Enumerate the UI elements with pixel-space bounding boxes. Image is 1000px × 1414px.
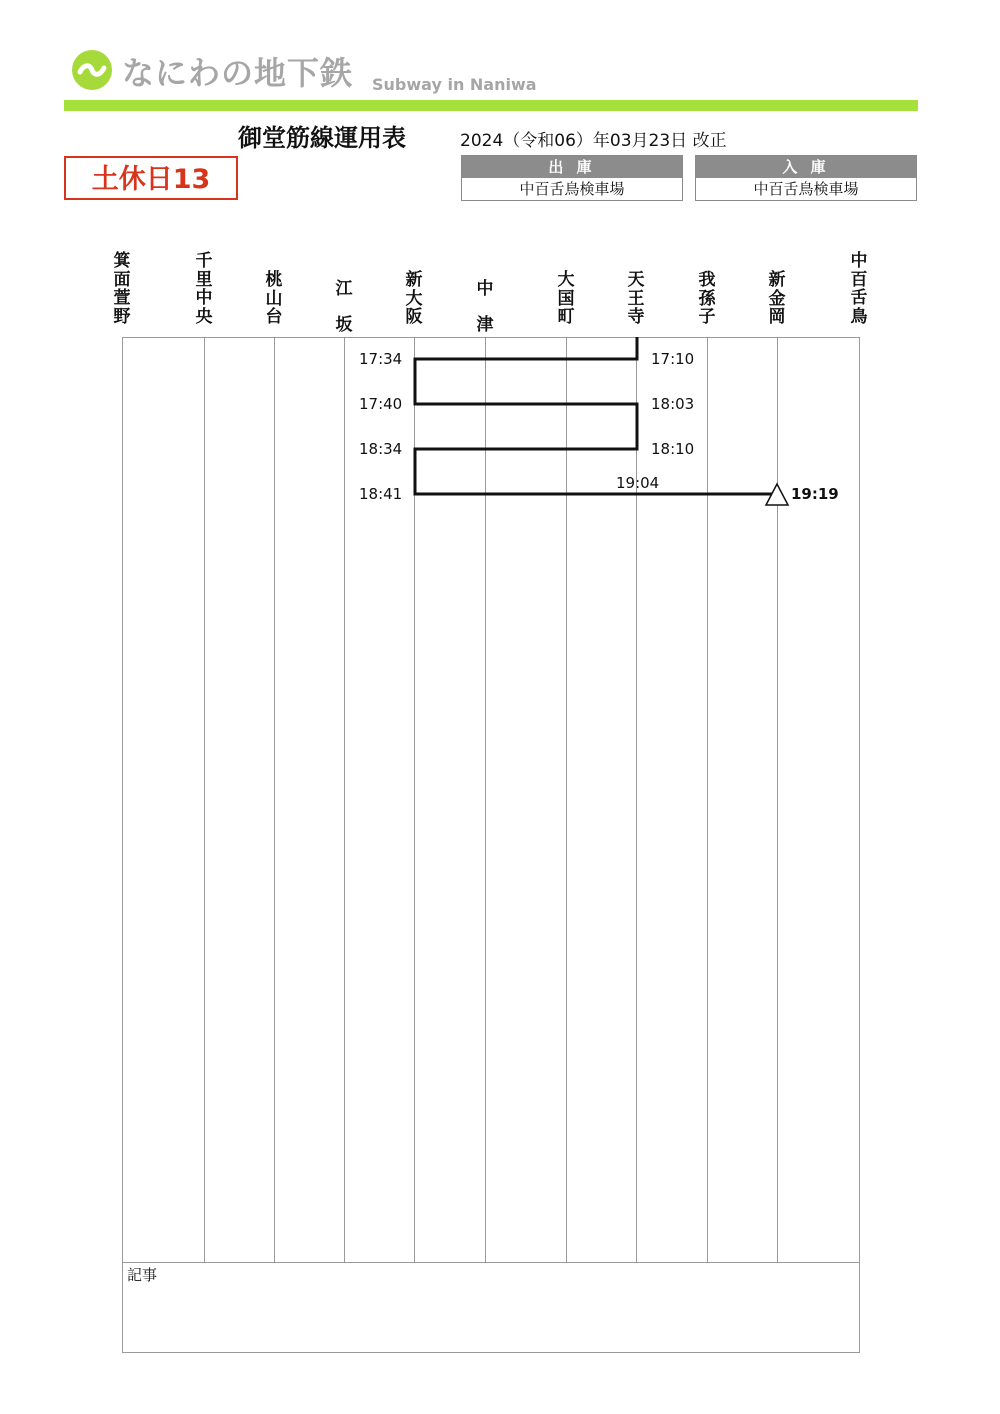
grid-frame [123, 338, 860, 1353]
time-label: 18:03 [651, 395, 695, 413]
station-nakamozu: 中百舌鳥 [850, 251, 868, 327]
station-esaka: 江坂 [335, 279, 353, 335]
operation-route-line [415, 337, 777, 494]
grid-lines [122, 337, 860, 1353]
station-minohkayano: 箕面萱野 [113, 251, 131, 327]
departure-depot-value: 中百舌鳥検車場 [519, 180, 625, 198]
brand-name: なにわの地下鉄 [122, 54, 354, 92]
time-label: 18:10 [651, 440, 695, 458]
time-label: 17:10 [651, 350, 695, 368]
departure-depot-label: 出 庫 [462, 156, 682, 178]
notes-label: 記事 [127, 1266, 158, 1284]
revision-date: 2024（令和06）年03月23日 改正 [460, 131, 727, 151]
time-label: 18:41 [359, 485, 403, 503]
time-label: 19:04 [616, 474, 660, 492]
time-label: 17:34 [359, 350, 403, 368]
operation-id-badge: 土休日13 [64, 156, 238, 200]
final-arrival-time: 19:19 [791, 485, 839, 503]
page-title: 御堂筋線運用表 [238, 124, 406, 152]
station-shinkanaoka: 新金岡 [768, 270, 786, 327]
station-abiko: 我孫子 [698, 270, 716, 327]
time-label: 17:40 [359, 395, 403, 413]
station-nakatsu: 中津 [476, 279, 494, 335]
station-tennoji: 天王寺 [627, 270, 645, 327]
station-shin-osaka: 新大阪 [405, 270, 423, 327]
station-daikokucho: 大国町 [557, 270, 575, 327]
station-momoyamadai: 桃山台 [265, 270, 283, 327]
station-senri-chuo: 千里中央 [195, 251, 213, 327]
arrival-depot-value: 中百舌鳥検車場 [753, 180, 859, 198]
arrival-depot-label: 入 庫 [696, 156, 916, 178]
time-label: 18:34 [359, 440, 403, 458]
brand-subtitle: Subway in Naniwa [372, 75, 537, 94]
